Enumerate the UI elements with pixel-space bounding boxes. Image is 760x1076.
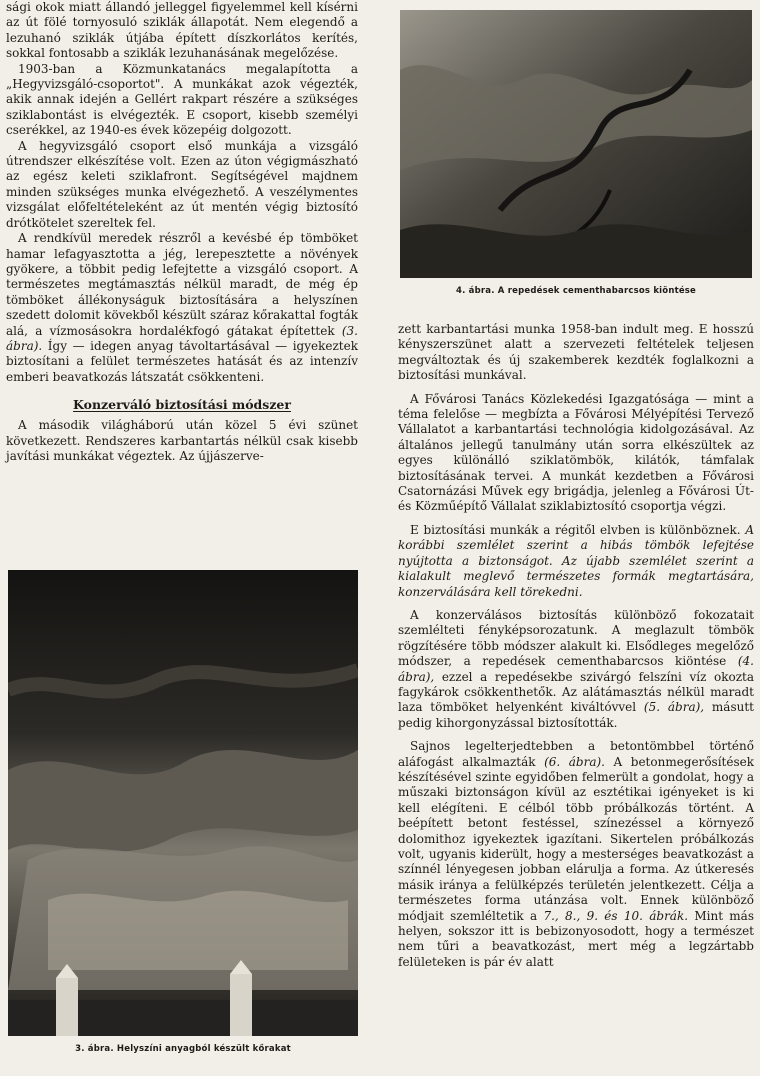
right-paragraph-3-emphasis: A korábbi szemlélet szerint a hibás tömbök lefejtése nyújtotta a biztonságot. Az újabb szemlélet szerint a kialakult meglevő természetes formák megtartására, konzerválására kell törekedni. [398, 522, 754, 599]
right-paragraph-4-text-a: A konzerválásos biztosítás különböző fokozatait szemlélteti fényképsorozatunk. A meglazult tömbök rögzítésére több módszer alakult ki. Elsődleges megelőző módszer, a repedések cementhabarcsos kiöntése [398, 607, 754, 669]
left-paragraph-4-text-a: A rendkívül meredek részről a kevésbé ép tömböket hamar lefagyasztotta a jég, lerepesztette a növények gyökere, a többit pedig lefejtette a vizsgáló csoport. A természetes megtámasztás nélkül maradt, de még ép tömböket állékonyságuk biztosítására a helyszínen szedett dolomit kövekből készült száraz kőrakattal fogták alá, a vízmosásokra hordalékfogó gátakat építettek [6, 231, 358, 338]
right-paragraph-2: A Fővárosi Tanács Közlekedési Igazgatósága — mint a téma felelőse — megbízta a Fővárosi Mélyépítési Tervező Vállalatot a karbantartási technológia kidolgozásával. Az általános jellegű tanulmány után sorra elkészültek az egyes különálló sziklatömbök, kilátók, támfalak biztosításának tervei. A munkát kezdetben a Fővárosi Csatornázási Művek egy brigádja, jelenleg a Fővárosi Út- és Közműépítő Vállalat sziklabiztosító csoportja végzi. [398, 391, 754, 514]
figure-3-image [8, 570, 358, 1036]
figure-3-caption: 3. ábra. Helyszíni anyagból készült kőrakat [75, 1044, 291, 1054]
right-column [398, 322, 754, 970]
right-paragraph-5-text-c: Mint más helyen, sokszor itt is bebizonyosodott, hogy a természet nem tűri a beavatkozást, mert még a legzártabb felületeken is pár év alatt [398, 908, 754, 969]
right-paragraph-4-text-c: másutt pedig kihorgonyzással biztosították. [398, 700, 754, 730]
right-paragraph-1: zett karbantartási munka 1958-ban indult meg. E hosszú kényszerszünet alatt a szervezeti feltételek teljesen megváltoztak és új szakemberek kezdték foglalkozni a biztosítási munkával. [398, 322, 754, 383]
right-paragraph-3-text: E biztosítási munkák a régitől elvben is különböznek. [410, 522, 746, 537]
left-column [6, 0, 358, 464]
section-heading: Konzerváló biztosítási módszer [73, 397, 291, 413]
figure-3-photo [8, 570, 358, 1036]
right-paragraph-5-text-a: Sajnos legelterjedtebben a betontömbbel történő aláfogást alkalmazták [398, 739, 754, 769]
figure-4-photo [400, 10, 752, 278]
right-paragraph-4-text-b: ezzel a repedésekbe szivárgó felszíni víz okozta fagykárok csökkenthetők. Az alátámasztás nélkül maradt laza tömböket helyenként kiváltóvvel [398, 669, 754, 715]
right-paragraph-5 [398, 739, 754, 970]
figure-4-image [400, 10, 752, 278]
left-paragraph-4-text-b: Így — idegen anyag távoltartásával — igyekeztek biztosítani a felület természetes hatását és az intenzív emberi beavatkozás látszatát csökkenteni. [6, 338, 358, 384]
figure-6-reference: (6. ábra). [544, 754, 605, 769]
figure-4-reference: (4. ábra), [398, 654, 754, 684]
right-paragraph-3 [398, 523, 754, 600]
left-paragraph-2: 1903-ban a Közmunkatanács megalapította a „Hegyvizsgáló-csoportot". A munkákat azok végezték, akik annak idején a Gellért rakpart részére a szükséges sziklabontást is elvégezték. E csoport, kisebb személyi cserékkel, az 1940-es évek közepéig dolgozott. [6, 61, 358, 138]
figures-7-10-reference: 7., 8., 9. és 10. ábrák. [543, 908, 689, 923]
figure-5-reference: (5. ábra), [643, 700, 705, 715]
left-paragraph-4 [6, 231, 358, 385]
figure-4-caption: 4. ábra. A repedések cementhabarcsos kiöntése [455, 286, 697, 296]
left-paragraph-5: A második világháború után közel 5 évi szünet következett. Rendszeres karbantartás nélkül csak kisebb javítási munkákat végeztek. Az újjászerve- [6, 418, 358, 463]
right-paragraph-4 [398, 608, 754, 731]
figure-3-reference: (3. ábra). [6, 323, 358, 353]
right-paragraph-5-text-b: A betonmegerősítések készítésével szinte egyidőben felmerült a gondolat, hogy a műszaki biztonságon kívül az esztétikai igényeket is ki kell elégíteni. E célból több próbálkozás történt. A beépített betont festéssel, színezéssel a környező dolomithoz igyekeztek igazítani. Sikertelen próbálkozás volt, ugyanis kiderült, hogy a mesterséges beavatkozást a színnél lényegesen jobban elárulja a forma. Az útkeresés másik iránya a felülképzés területén jelentkezett. Célja a természetes forma utánzása volt. Ennek különböző módjait szemléltetik a [398, 754, 754, 923]
left-paragraph-3: A hegyvizsgáló csoport első munkája a vizsgáló útrendszer elkészítése volt. Ezen az úton végigmászható az egész keleti sziklafront. Segítségével majdnem minden szükséges munka elvégezhető. A veszélymentes vizsgálat előfeltételeként az út mentén végig biztosító drótkötelet szereltek fel. [6, 138, 358, 230]
left-paragraph-1: sági okok miatt állandó jelleggel figyelemmel kell kísérni az út fölé tornyosuló sziklák állapotát. Nem elegendő a lezuhanó sziklák útjába épített díszkorlátos kerítés, sokkal fontosabb a sziklák lezuhanásának megelőzése. [6, 0, 358, 61]
